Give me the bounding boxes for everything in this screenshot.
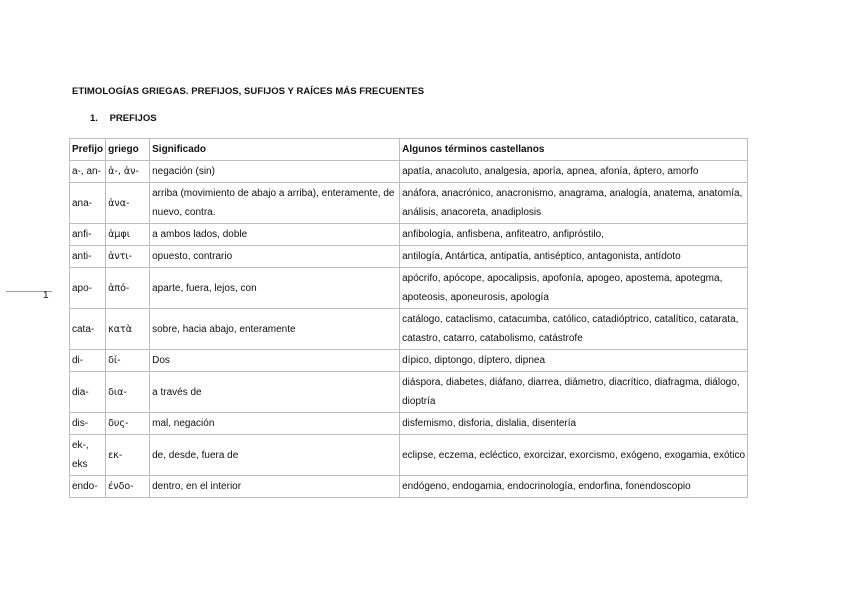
greek-cell: δια- (106, 372, 150, 413)
page-title: ETIMOLOGÍAS GRIEGAS. PREFIJOS, SUFIJOS Y RAÍCES MÁS FRECUENTES (72, 86, 425, 97)
header-terms: Algunos términos castellanos (400, 139, 748, 161)
table-row (70, 413, 748, 435)
prefix-cell: anti- (70, 246, 106, 268)
greek-cell: δυς- (106, 413, 150, 435)
header-greek: griego (106, 139, 150, 161)
greek-cell: ἀ-, ἀν- (106, 161, 150, 183)
table-row (70, 476, 748, 498)
greek-cell: κατὰ (106, 309, 150, 350)
greek-cell: δί- (106, 350, 150, 372)
terms-cell: antilogía, Antártica, antipatía, antiséptico, antagonista, antídoto (400, 246, 748, 268)
meaning-cell: mal, negación (150, 413, 400, 435)
header-prefix: Prefijo (70, 139, 106, 161)
terms-cell: eclipse, eczema, ecléctico, exorcizar, exorcismo, exógeno, exogamia, exótico (400, 435, 748, 476)
terms-cell: anáfora, anacrónico, anacronismo, anagrama, analogía, anatema, anatomía, análisis, anacoreta, anadiplosis (400, 183, 748, 224)
meaning-cell: a ambos lados, doble (150, 224, 400, 246)
terms-cell: diáspora, diabetes, diáfano, diarrea, diámetro, diacrítico, diafragma, diálogo, dioptría (400, 372, 748, 413)
prefix-cell: dis- (70, 413, 106, 435)
header-meaning: Significado (150, 139, 400, 161)
prefix-cell: endo- (70, 476, 106, 498)
meaning-cell: opuesto, contrario (150, 246, 400, 268)
terms-cell: dípico, diptongo, díptero, dipnea (400, 350, 748, 372)
greek-cell: ένδο- (106, 476, 150, 498)
greek-cell: εκ- (106, 435, 150, 476)
terms-cell: apócrifo, apócope, apocalipsis, apofonía, apogeo, apostema, apotegma, apoteosis, aponeurosis, apología (400, 268, 748, 309)
table-row (70, 309, 748, 350)
table-body (70, 161, 748, 498)
table-row (70, 372, 748, 413)
meaning-cell: negación (sin) (150, 161, 400, 183)
section-heading (90, 113, 157, 124)
greek-cell: ἀπό- (106, 268, 150, 309)
table-header-row (70, 139, 748, 161)
meaning-cell: sobre, hacia abajo, enteramente (150, 309, 400, 350)
table-row (70, 224, 748, 246)
table-row (70, 183, 748, 224)
meaning-cell: Dos (150, 350, 400, 372)
section-number: 1. (90, 113, 98, 124)
terms-cell: catálogo, cataclismo, catacumba, católico, catadióptrico, catalítico, catarata, catastro, catarro, catabolismo, catástrofe (400, 309, 748, 350)
table-row (70, 161, 748, 183)
prefix-cell: ek-, eks (70, 435, 106, 476)
table-row (70, 246, 748, 268)
meaning-cell: dentro, en el interior (150, 476, 400, 498)
margin-number: 1 (43, 290, 49, 301)
section-heading-text: PREFIJOS (109, 113, 157, 124)
prefix-cell: anfi- (70, 224, 106, 246)
meaning-cell: aparte, fuera, lejos, con (150, 268, 400, 309)
prefix-cell: dia- (70, 372, 106, 413)
terms-cell: anfibología, anfisbena, anfiteatro, anfipróstilo, (400, 224, 748, 246)
table-row (70, 435, 748, 476)
table-row (70, 268, 748, 309)
greek-cell: ἀμφι (106, 224, 150, 246)
meaning-cell: de, desde, fuera de (150, 435, 400, 476)
greek-cell: ἀντι- (106, 246, 150, 268)
terms-cell: endógeno, endogamia, endocrinología, endorfina, fonendoscopio (400, 476, 748, 498)
meaning-cell: a través de (150, 372, 400, 413)
terms-cell: apatía, anacoluto, analgesia, aporía, apnea, afonía, áptero, amorfo (400, 161, 748, 183)
prefix-cell: ana- (70, 183, 106, 224)
meaning-cell: arriba (movimiento de abajo a arriba), enteramente, de nuevo, contra. (150, 183, 400, 224)
prefix-cell: di- (70, 350, 106, 372)
prefix-table (69, 138, 748, 498)
terms-cell: disfemismo, disforia, dislalia, disentería (400, 413, 748, 435)
prefix-cell: a-, an- (70, 161, 106, 183)
prefix-cell: cata- (70, 309, 106, 350)
greek-cell: ἀνα- (106, 183, 150, 224)
table-row (70, 350, 748, 372)
prefix-cell: apo- (70, 268, 106, 309)
